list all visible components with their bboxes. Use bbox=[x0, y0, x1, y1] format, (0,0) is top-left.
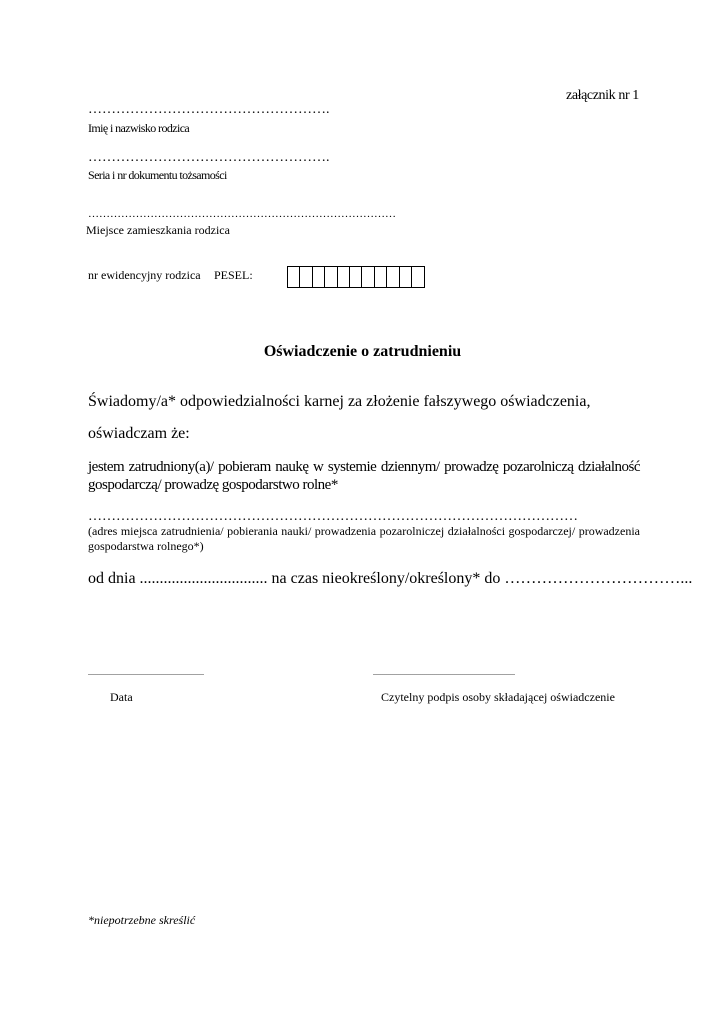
employment-place-note: (adres miejsca zatrudnienia/ pobierania nauki/ prowadzenia pozarolniczej działalności gospodarczej/ prowadzenia gospodarstwa rolnego*) bbox=[88, 524, 640, 553]
date-label: Data bbox=[110, 690, 133, 704]
attachment-label: załącznik nr 1 bbox=[566, 88, 639, 103]
pesel-digit-cell[interactable] bbox=[375, 267, 387, 287]
date-signature-dots[interactable]: .......................................................... bbox=[88, 668, 204, 677]
signature-label: Czytelny podpis osoby składającej oświadczenie bbox=[381, 690, 615, 704]
id-number-label: nr ewidencyjny rodzica bbox=[88, 268, 201, 282]
statement-intro: Świadomy/a* odpowiedzialności karnej za złożenie fałszywego oświadczenia, bbox=[88, 393, 591, 410]
pesel-digit-cell[interactable] bbox=[400, 267, 412, 287]
pesel-input-grid[interactable] bbox=[287, 266, 425, 288]
name-field-dots[interactable]: ……………………………………………. bbox=[88, 102, 330, 117]
pesel-digit-cell[interactable] bbox=[412, 267, 424, 287]
pesel-label: PESEL: bbox=[214, 268, 253, 282]
pesel-digit-cell[interactable] bbox=[362, 267, 374, 287]
document-title: Oświadczenie o zatrudnieniu bbox=[263, 343, 462, 360]
pesel-digit-cell[interactable] bbox=[387, 267, 399, 287]
address-field-dots[interactable]: ………………………………………………………………………… bbox=[88, 208, 396, 220]
pesel-digit-cell[interactable] bbox=[338, 267, 350, 287]
document-field-dots[interactable]: ……………………………………………. bbox=[88, 150, 330, 165]
declare-line: oświadczam że: bbox=[88, 425, 190, 442]
signature-dots[interactable]: ....................................................................... bbox=[373, 668, 515, 677]
pesel-digit-cell[interactable] bbox=[288, 267, 300, 287]
employment-place-dots[interactable]: …………………………………………………………………………………………… bbox=[88, 509, 578, 524]
document-label: Seria i nr dokumentu tożsamości bbox=[88, 168, 227, 182]
pesel-digit-cell[interactable] bbox=[325, 267, 337, 287]
address-label: Miejsce zamieszkania rodzica bbox=[86, 223, 230, 237]
footnote: *niepotrzebne skreślić bbox=[88, 913, 196, 927]
date-range-line[interactable]: od dnia ................................ na czas nieokreślony/określony* do ……………………………... bbox=[88, 570, 693, 587]
pesel-digit-cell[interactable] bbox=[350, 267, 362, 287]
pesel-digit-cell[interactable] bbox=[300, 267, 312, 287]
employment-statement: jestem zatrudniony(a)/ pobieram naukę w systemie dziennym/ prowadzę pozarolniczą działalność gospodarczą/ prowadzę gospodarstwo rolne* bbox=[88, 459, 640, 493]
pesel-digit-cell[interactable] bbox=[313, 267, 325, 287]
name-label: Imię i nazwisko rodzica bbox=[88, 121, 190, 135]
